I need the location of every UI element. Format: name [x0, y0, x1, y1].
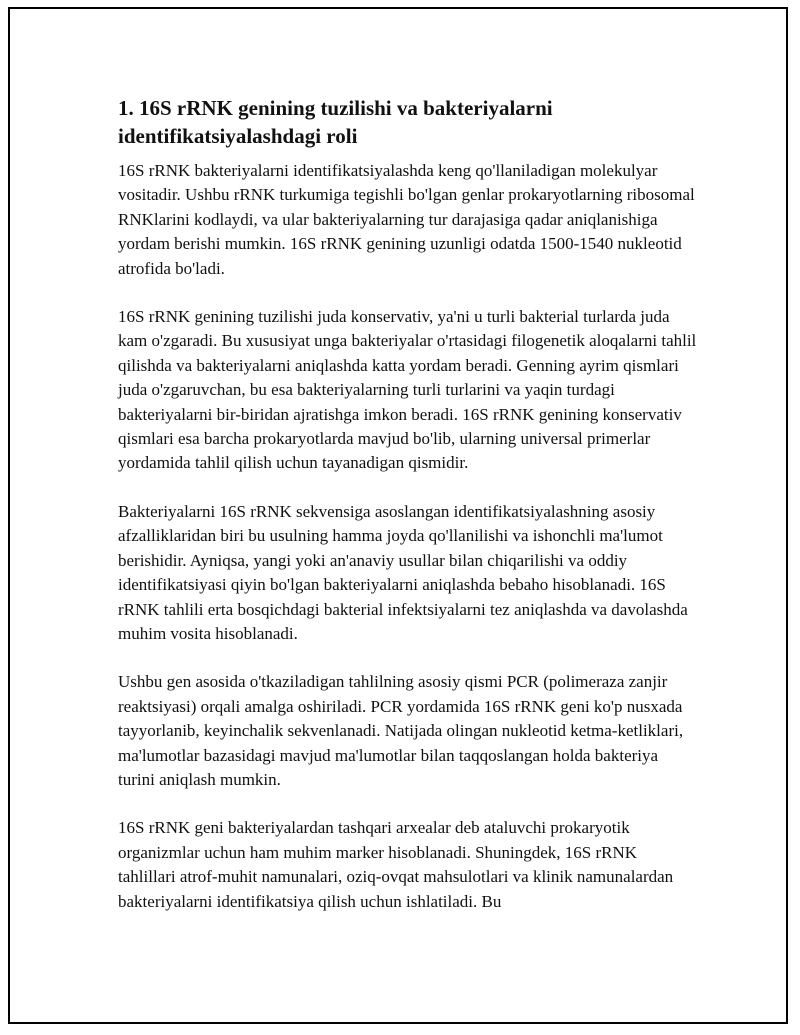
paragraph-1: 16S rRNK bakteriyalarni identifikatsiyalashda keng qo'llaniladigan molekulyar vositadir. Ushbu rRNK turkumiga tegishli bo'lgan genlar prokaryotlarning ribosomal RNKlarini kodlaydi, va ular bakteriyalarning tur darajasiga qadar aniqlanishiga yordam berishi mumkin. 16S rRNK genining uzunligi odatda 1500-1540 nukleotid atrofida bo'ladi.	[118, 161, 695, 278]
paragraph-3: Bakteriyalarni 16S rRNK sekvensiga asoslangan identifikatsiyalashning asosiy afzalliklaridan biri bu usulning hamma joyda qo'llanilishi va ishonchli ma'lumot berishidir. Ayniqsa, yangi yoki an'anaviy usullar bilan chiqarilishi va oddiy identifikatsiyasi qiyin bo'lgan bakteriyalarni aniqlashda bebaho hisoblanadi. 16S rRNK tahlili erta bosqichdagi bakterial infektsiyalarni tez aniqlashda va davolashda muhim vosita hisoblanadi.	[118, 501, 688, 643]
paragraph-2: 16S rRNK genining tuzilishi juda konservativ, ya'ni u turli bakterial turlarda juda kam o'zgaradi. Bu xususiyat unga bakteriyalar o'rtasidagi filogenetik aloqalarni tahlil qilishda va bakteriyalarni aniqlashda katta yordam beradi. Genning ayrim qismlari juda o'zgaruvchan, bu esa bakteriyalarning turli turlarini va yaqin turdagi bakteriyalarni bir-biridan ajratishga imkon beradi. 16S rRNK genining konservativ qismlari esa barcha prokaryotlarda mavjud bo'lib, ularning universal primerlar yordamida tahlil qilish uchun tayanadigan qismidir.	[118, 307, 697, 473]
paragraph-5: 16S rRNK geni bakteriyalardan tashqari arxealar deb ataluvchi prokaryotik organizmlar uchun ham muhim marker hisoblanadi. Shuningdek, 16S rRNK tahlillari atrof-muhit namunalari, oziq-ovqat mahsulotlari va klinik namunalardan bakteriyalarni identifikatsiya qilish uchun ishlatiladi. Bu	[118, 818, 674, 911]
paragraph-4: Ushbu gen asosida o'tkaziladigan tahlilning asosiy qismi PCR (polimeraza zanjir reaktsiyasi) orqali amalga oshiriladi. PCR yordamida 16S rRNK geni ko'p nusxada tayyorlanib, keyinchalik sekvenlanadi. Natijada olingan nukleotid ketma-ketliklari, ma'lumotlar bazasidagi mavjud ma'lumotlar bilan taqqoslangan holda bakteriya turini aniqlash mumkin.	[118, 672, 684, 789]
document-body	[118, 94, 698, 938]
section-heading: 1. 16S rRNK genining tuzilishi va bakteriyalarni identifikatsiyalashdagi roli	[118, 96, 553, 148]
